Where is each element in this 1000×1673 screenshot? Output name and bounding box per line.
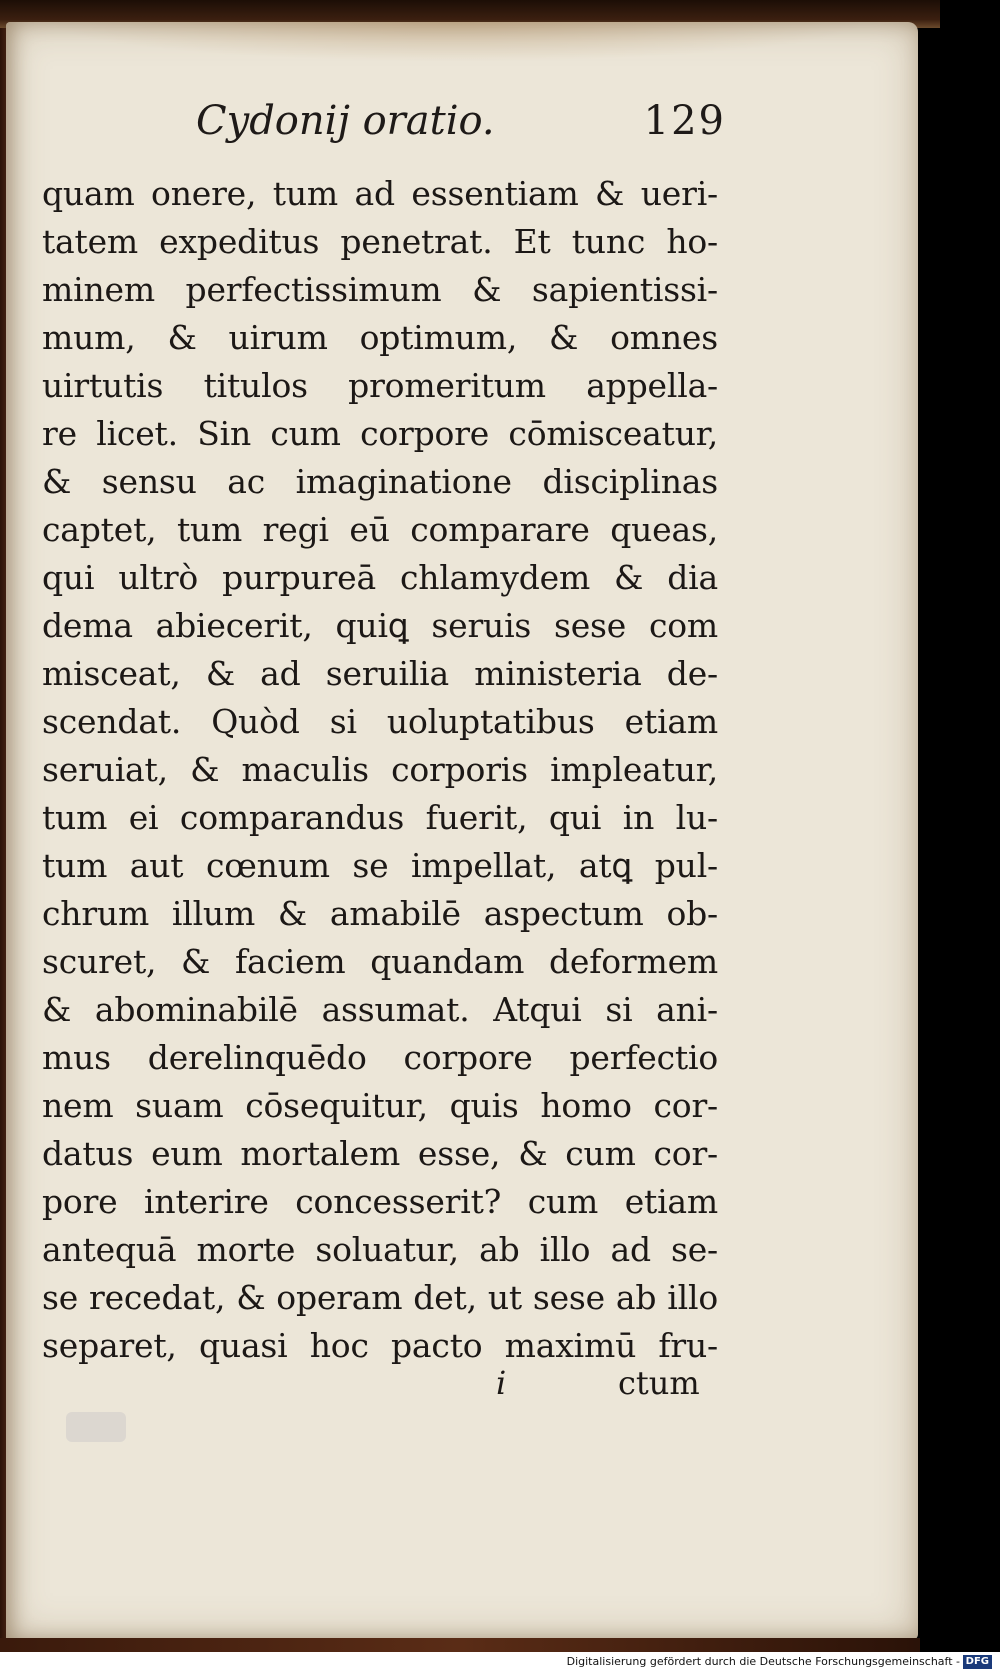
- text-line: minem perfectissimum & sapientissi-: [42, 270, 718, 309]
- scan-bottom-edge: [0, 1638, 920, 1652]
- text-line: dema abiecerit, quiꝗ seruis sese com: [42, 606, 718, 645]
- text-line: tum aut cœnum se impellat, atꝗ pul-: [42, 846, 718, 885]
- text-line: antequā morte soluatur, ab illo ad se-: [42, 1230, 718, 1269]
- text-line: nem suam cōsequitur, quis homo cor-: [42, 1086, 718, 1125]
- book-page: [6, 22, 918, 1640]
- text-line: re licet. Sin cum corpore cōmisceatur,: [42, 414, 718, 453]
- text-line: separet, quasi hoc pacto maximū fru-: [42, 1326, 718, 1365]
- page-number: 129: [643, 98, 726, 144]
- text-line: chrum illum & amabilē aspectum ob-: [42, 894, 718, 933]
- text-line: uirtutis titulos promeritum appella-: [42, 366, 718, 405]
- text-line: qui ultrò purpureā chlamydem & dia: [42, 558, 718, 597]
- text-line: tum ei comparandus fuerit, qui in lu-: [42, 798, 718, 837]
- text-line: seruiat, & maculis corporis impleatur,: [42, 750, 718, 789]
- catchword: ctum: [618, 1364, 700, 1402]
- text-line: datus eum mortalem esse, & cum cor-: [42, 1134, 718, 1173]
- body-text: [42, 170, 718, 1370]
- text-line: misceat, & ad seruilia ministeria de-: [42, 654, 718, 693]
- text-line: scendat. Quòd si uoluptatibus etiam: [42, 702, 718, 741]
- text-line: quam onere, tum ad essentiam & ueri-: [42, 174, 718, 213]
- text-line: captet, tum regi eū comparare queas,: [42, 510, 718, 549]
- running-title: Cydonij oratio.: [196, 98, 495, 144]
- text-line: mum, & uirum optimum, & omnes: [42, 318, 718, 357]
- text-line: tatem expeditus penetrat. Et tunc ho-: [42, 222, 718, 261]
- text-line: mus derelinquēdo corpore perfectio: [42, 1038, 718, 1077]
- page-stain: [46, 22, 866, 62]
- footer-credit: Digitalisierung gefördert durch die Deutsche Forschungsgemeinschaft -: [566, 1655, 960, 1668]
- faint-stamp-mark: [66, 1412, 126, 1442]
- text-line: scuret, & faciem quandam deformem: [42, 942, 718, 981]
- text-line: se recedat, & operam det, ut sese ab illo: [42, 1278, 718, 1317]
- page-header: [196, 98, 726, 168]
- signature-mark: i: [496, 1364, 507, 1402]
- text-line: & sensu ac imaginatione disciplinas: [42, 462, 718, 501]
- dfg-logo: DFG: [963, 1655, 992, 1669]
- text-line: & abominabilē assumat. Atqui si ani-: [42, 990, 718, 1029]
- text-line: pore interire concesserit? cum etiam: [42, 1182, 718, 1221]
